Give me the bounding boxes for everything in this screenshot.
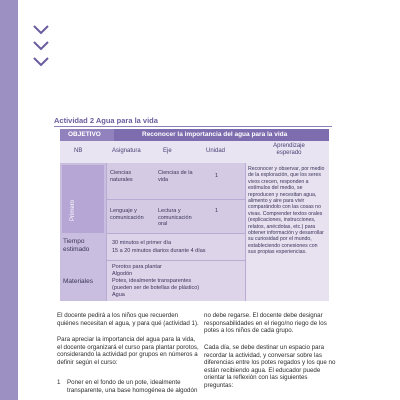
row1-unidad: 1 bbox=[215, 173, 219, 179]
level-cell bbox=[62, 165, 104, 233]
row1-asignatura: Ciencias naturales bbox=[110, 170, 133, 183]
body-left-paragraph-1: El docente pedirá a los niños que recuerden quiénes necesitan el agua, y para qué (actividad 1). bbox=[57, 312, 199, 327]
row1-eje: Ciencias de la vida bbox=[158, 170, 193, 183]
header-nb: NB bbox=[74, 148, 83, 154]
header-asignatura: Asignatura bbox=[112, 148, 141, 154]
header-unidad: Unidad bbox=[206, 148, 226, 154]
material-item: Agua bbox=[112, 292, 125, 298]
chevron-down-icon bbox=[32, 24, 50, 36]
chevron-down-icon bbox=[32, 56, 50, 68]
list-item-text: Poner en el fondo de un pote, idealmente transparente, una base homogénea de algodón bbox=[67, 379, 198, 394]
tiempo-line1: 30 minutos el primer día bbox=[112, 240, 171, 246]
objective-label: OBJETIVO bbox=[68, 131, 101, 138]
material-item: Algodón bbox=[112, 271, 133, 277]
header-aprendizaje: Aprendizaje esperado bbox=[273, 143, 305, 156]
activity-title-rule bbox=[54, 126, 332, 127]
aprendizaje-text: Reconocer y observar, por medio de la exploración, que los seres vivos crecen, responden a estímulos del medio, se reproducen y necesitan agua, alimento y aire para vivir comparándolo con las cosas no vivas. Comprender textos orales (explicaciones, instrucciones, relatos, anécdotas, etc.) para obtener información y desarrollar su curiosidad por el mundo, estableciendo conexiones con sus propias experiencias. bbox=[248, 166, 325, 256]
materiales-label: Materiales bbox=[63, 278, 93, 285]
level-label: Primero bbox=[70, 199, 76, 221]
row2-eje: Lectura y comunicación oral bbox=[158, 208, 192, 227]
row2-asignatura: Lenguaje y comunicación bbox=[110, 208, 144, 221]
column-headers bbox=[60, 141, 329, 163]
row2-unidad: 1 bbox=[215, 208, 219, 214]
body-right-paragraph-2: Cada día, se debe destinar un espacio para recordar la actividad, y conversar sobre las diferencias entre los potes regados y los que no están recibiendo agua. El educador puede orientar la reflexión con las siguientes preguntas: bbox=[204, 344, 336, 389]
material-item: Porotos para plantar bbox=[112, 264, 162, 270]
objective-text: Reconocer la importancia del agua para la vida bbox=[142, 131, 288, 138]
header-eje: Eje bbox=[163, 148, 172, 154]
chevron-down-icon bbox=[32, 40, 50, 52]
list-number: 1 bbox=[57, 379, 61, 386]
tiempo-label: Tiempo estimado bbox=[63, 238, 90, 253]
body-left-paragraph-2: Para apreciar la importancia del agua para la vida, el docente organizará el curso para plantar porotos, considerando la actividad por grupos en números a definir según el curso: bbox=[57, 336, 199, 366]
page-sidebar-bar bbox=[0, 0, 18, 400]
material-item: Potes, idealmente transparentes bbox=[112, 278, 192, 284]
body-right-paragraph-1: no debe regarse. El docente debe designar responsabilidades en el riego/no riego de los potes a los niños de cada grupo. bbox=[204, 312, 327, 335]
activity-title: Actividad 2 Agua para la vida bbox=[54, 116, 158, 125]
activity-table bbox=[60, 129, 329, 301]
objective-header bbox=[60, 129, 329, 141]
material-item: (pueden ser de botellas de plástico) bbox=[112, 285, 200, 291]
tiempo-line2: 15 a 20 minutos diarios durante 4 días bbox=[112, 248, 206, 254]
